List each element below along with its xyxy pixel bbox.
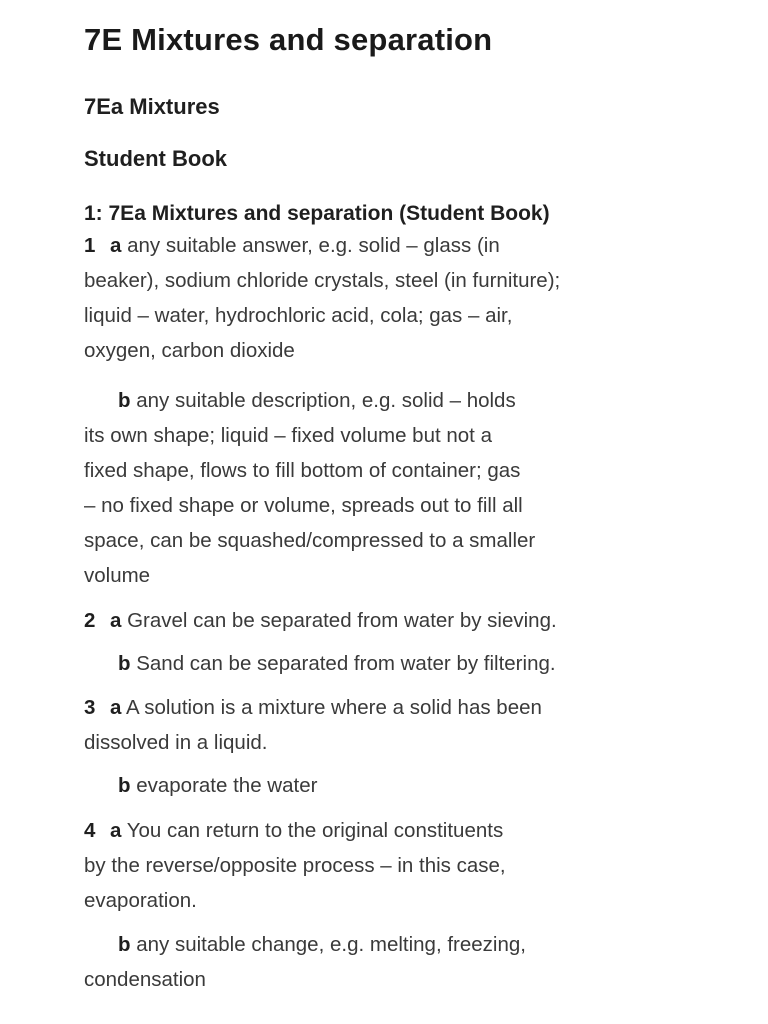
answer-line: beaker), sodium chloride crystals, steel (in furniture); (84, 269, 561, 292)
answer-line (84, 228, 754, 263)
book-label: Student Book (84, 146, 227, 171)
answer-line (84, 603, 754, 638)
answer-line (84, 768, 754, 803)
answer-text: A solution is a mixture where a solid has been (121, 696, 542, 719)
answer-line: volume (84, 564, 151, 587)
part-label: a (110, 696, 122, 719)
part-label: a (110, 819, 122, 842)
answer-text: any suitable description, e.g. solid – holds (130, 389, 516, 412)
question-number: 1 (84, 234, 96, 257)
part-label: b (118, 774, 131, 797)
answer-line: oxygen, carbon dioxide (84, 339, 295, 362)
answer-3a (84, 690, 754, 760)
question-number: 4 (84, 819, 96, 842)
answer-line (84, 813, 754, 848)
answer-text: any suitable change, e.g. melting, freezing, (130, 933, 526, 956)
answer-3b (84, 768, 754, 803)
answer-line: – no fixed shape or volume, spreads out to fill all (84, 494, 523, 517)
answer-line (84, 690, 754, 725)
part-label: b (118, 933, 131, 956)
part-label: b (118, 652, 131, 675)
subheading: 7Ea Mixtures (84, 94, 220, 119)
answer-1a (84, 228, 754, 368)
answer-line: liquid – water, hydrochloric acid, cola; gas – air, (84, 304, 513, 327)
answer-line: condensation (84, 968, 206, 991)
question-number: 3 (84, 696, 96, 719)
answer-4b (84, 927, 754, 997)
part-label: b (118, 389, 131, 412)
answer-text: any suitable answer, e.g. solid – glass (in (121, 234, 500, 257)
answer-text: Gravel can be separated from water by sieving. (121, 609, 557, 632)
page-title: 7E Mixtures and separation (84, 22, 493, 57)
answer-line (84, 383, 754, 418)
answer-line: dissolved in a liquid. (84, 731, 268, 754)
answer-line: its own shape; liquid – fixed volume but not a (84, 424, 492, 447)
question-number: 2 (84, 609, 96, 632)
answer-line: evaporation. (84, 889, 197, 912)
answer-4a (84, 813, 754, 918)
answer-text: You can return to the original constituents (121, 819, 504, 842)
part-label: a (110, 609, 122, 632)
answer-line (84, 646, 754, 681)
answer-line: fixed shape, flows to fill bottom of container; gas (84, 459, 521, 482)
answer-text: evaporate the water (130, 774, 318, 797)
answer-2b (84, 646, 754, 681)
answer-line (84, 927, 754, 962)
answer-2a (84, 603, 754, 638)
part-label: a (110, 234, 122, 257)
answer-line: space, can be squashed/compressed to a smaller (84, 529, 536, 552)
answer-line: by the reverse/opposite process – in this case, (84, 854, 506, 877)
section-title: 1: 7Ea Mixtures and separation (Student Book) (84, 202, 550, 225)
answer-1b (84, 383, 754, 593)
answer-text: Sand can be separated from water by filtering. (130, 652, 556, 675)
